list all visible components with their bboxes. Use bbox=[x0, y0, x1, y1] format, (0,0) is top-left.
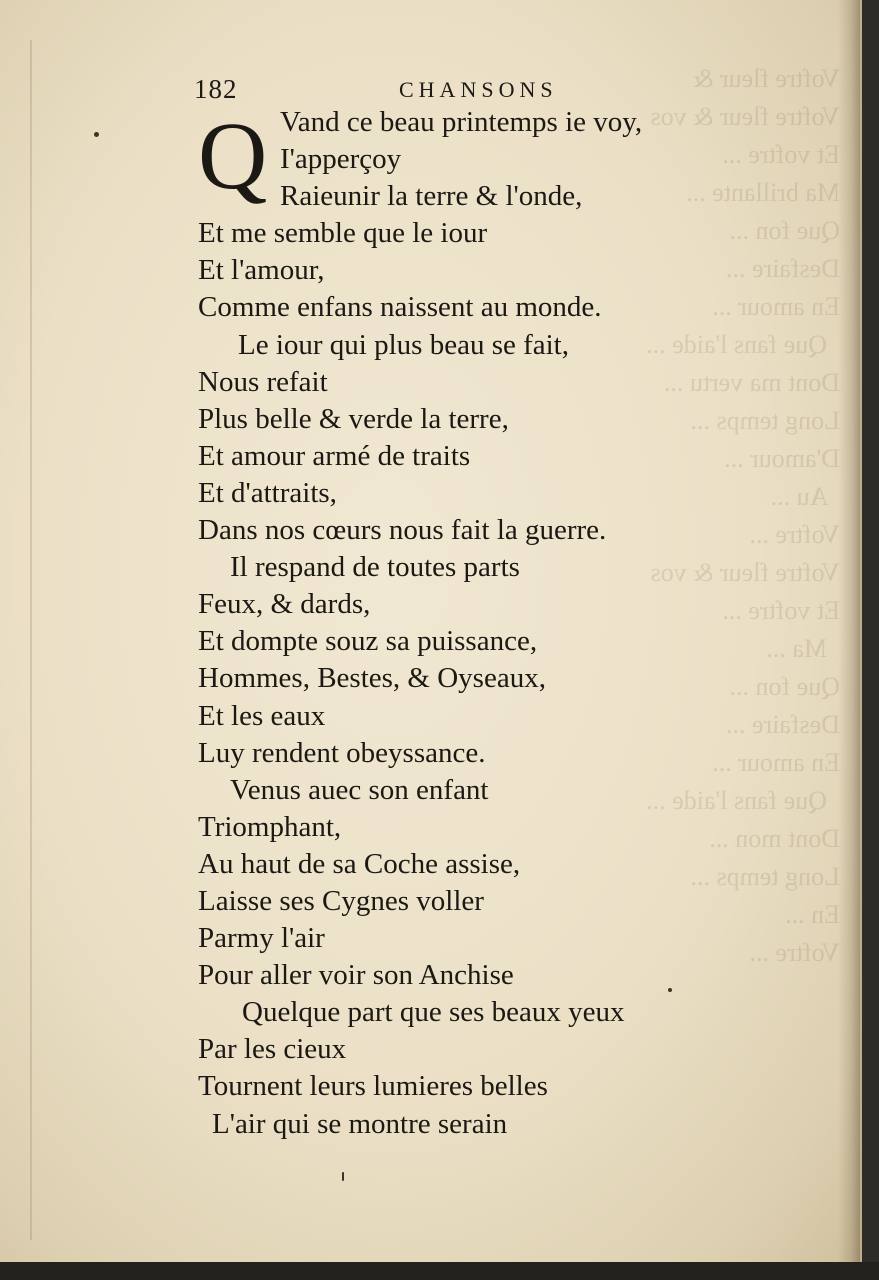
poem-line: Laisse ses Cygnes voller bbox=[198, 884, 484, 917]
running-head: CHANSONS bbox=[399, 77, 558, 102]
ink-speck bbox=[668, 988, 672, 992]
ink-speck bbox=[94, 132, 99, 137]
poem-text bbox=[198, 104, 818, 1143]
page-gutter-shadow bbox=[838, 0, 860, 1262]
poem-line: Dans nos cœurs nous fait la guerre. bbox=[198, 514, 607, 547]
poem-line: Par les cieux bbox=[198, 1033, 347, 1066]
poem-line: Pour aller voir son Anchise bbox=[198, 959, 514, 992]
poem-line: Et l'amour, bbox=[198, 254, 325, 287]
poem-line: Au haut de sa Coche assise, bbox=[198, 847, 521, 880]
poem-line: Parmy l'air bbox=[198, 922, 325, 955]
page-number: 182 bbox=[194, 74, 238, 104]
page-fold-line bbox=[30, 40, 32, 1240]
poem-line: Et me semble que le iour bbox=[198, 217, 488, 250]
poem-line: L'air qui se montre serain bbox=[212, 1107, 508, 1140]
poem-line: Quelque part que ses beaux yeux bbox=[242, 996, 625, 1029]
poem-line: Venus auec son enfant bbox=[230, 773, 489, 806]
poem-line: Feux, & dards, bbox=[198, 588, 371, 621]
poem-line: Et dompte souz sa puissance, bbox=[198, 625, 538, 658]
poem-line: Vand ce beau printemps ie voy, bbox=[280, 106, 643, 138]
show-through-text: Voftre fleur & Voftre fleur & vos Et voftre ... Ma brillante ... Que fon ... Desfaire ... En amour ... Que fans l'aide ... Dont ma vertu ... Long temps ... D'amour ... Au ... Voftre ... Voftre fleur & vos Et voftre ... Ma ... Que fon ... Desfaire ... En amour ... Que fans l'aide ... Dont mon ... Long temps ... En ... Voftre ... bbox=[646, 64, 840, 967]
poem-line: Hommes, Bestes, & Oyseaux, bbox=[198, 662, 546, 695]
poem-line: Comme enfans naissent au monde. bbox=[198, 291, 602, 324]
scan-background bbox=[0, 1262, 879, 1280]
poem-line: Raieunir la terre & l'onde, bbox=[280, 180, 583, 213]
poem-line: Et d'attraits, bbox=[198, 476, 337, 509]
poem-line: Plus belle & verde la terre, bbox=[198, 402, 509, 435]
poem-line: Le iour qui plus beau se fait, bbox=[238, 328, 569, 361]
poem-line: Il respand de toutes parts bbox=[230, 551, 520, 584]
ink-speck bbox=[342, 1172, 344, 1181]
poem-line: Nous refait bbox=[198, 365, 328, 398]
poem-line: I'apperçoy bbox=[280, 143, 402, 176]
drop-cap: Q bbox=[198, 102, 268, 209]
poem-line: Et amour armé de traits bbox=[198, 439, 471, 472]
poem-line: Et les eaux bbox=[198, 699, 326, 732]
poem-line: Triomphant, bbox=[198, 810, 342, 843]
poem-line: Luy rendent obeyssance. bbox=[198, 736, 486, 769]
poem-line: Tournent leurs lumieres belles bbox=[198, 1070, 548, 1103]
